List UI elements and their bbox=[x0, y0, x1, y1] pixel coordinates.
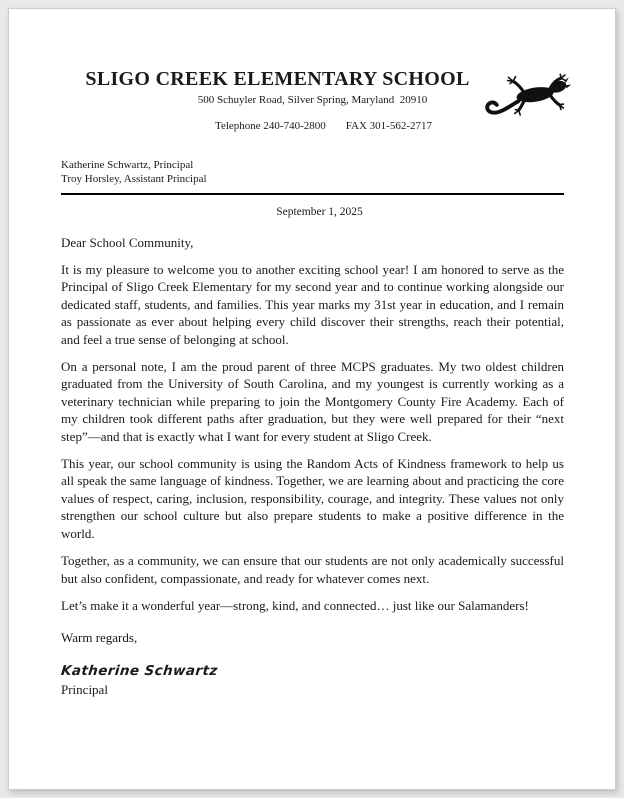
letter-content bbox=[9, 9, 615, 789]
school-fax: FAX 301-562-2717 bbox=[345, 120, 432, 132]
salutation: Dear School Community, bbox=[61, 235, 194, 250]
letter-paragraph: Let’s make it a wonderful year—strong, kind, and connected… just like our Salamanders! bbox=[61, 597, 529, 613]
letter-date: September 1, 2025 bbox=[276, 206, 363, 218]
assistant-principal-line: Troy Horsley, Assistant Principal bbox=[61, 173, 207, 185]
letter-paragraph: On a personal note, I am the proud parent of three MCPS graduates. My two oldest children graduated from the University of South Carolina, and my youngest is currently working as a veterinary technician while preparing to join the Montgomery County Fire Academy. Each of my children took different paths after graduation, but they were well prepared for their “next step”—and that is exactly what I want for every student at Sligo Creek. bbox=[61, 359, 564, 444]
signature: Katherine Schwartz bbox=[60, 663, 219, 680]
closing: Warm regards, bbox=[61, 630, 138, 646]
school-name: SLIGO CREEK ELEMENTARY SCHOOL bbox=[85, 68, 470, 90]
administrators bbox=[61, 158, 564, 186]
letter-paragraph: This year, our school community is using the Random Acts of Kindness framework to help us all speak the same language of kindness. Together, we are learning about and practicing the core values of respect, caring, inclusion, responsibility, courage, and integrity. These values not only strengthen our school culture but also prepare students to make a positive difference in the world. bbox=[61, 456, 564, 541]
principal-line: Katherine Schwartz, Principal bbox=[61, 159, 194, 171]
letter-paragraph: Together, as a community, we can ensure that our students are not only academically successful but also confident, compassionate, and ready for whatever comes next. bbox=[61, 553, 564, 586]
school-telephone: Telephone 240-740-2800 bbox=[215, 120, 326, 132]
header-divider bbox=[61, 193, 564, 195]
salamander-icon bbox=[481, 71, 583, 123]
letter-page bbox=[8, 8, 616, 790]
signature-title: Principal bbox=[61, 682, 108, 698]
school-address: 500 Schuyler Road, Silver Spring, Maryland 20910 bbox=[197, 94, 428, 106]
letter-paragraph: It is my pleasure to welcome you to another exciting school year! I am honored to serve as the Principal of Sligo Creek Elementary for my second year and to continue working alongside our dedicated staff, students, and families. This year marks my 31st year in education, and I remain as passionate as ever about helping every child discover their strengths, reach their potential, and feel a true sense of belonging at school. bbox=[61, 262, 564, 347]
